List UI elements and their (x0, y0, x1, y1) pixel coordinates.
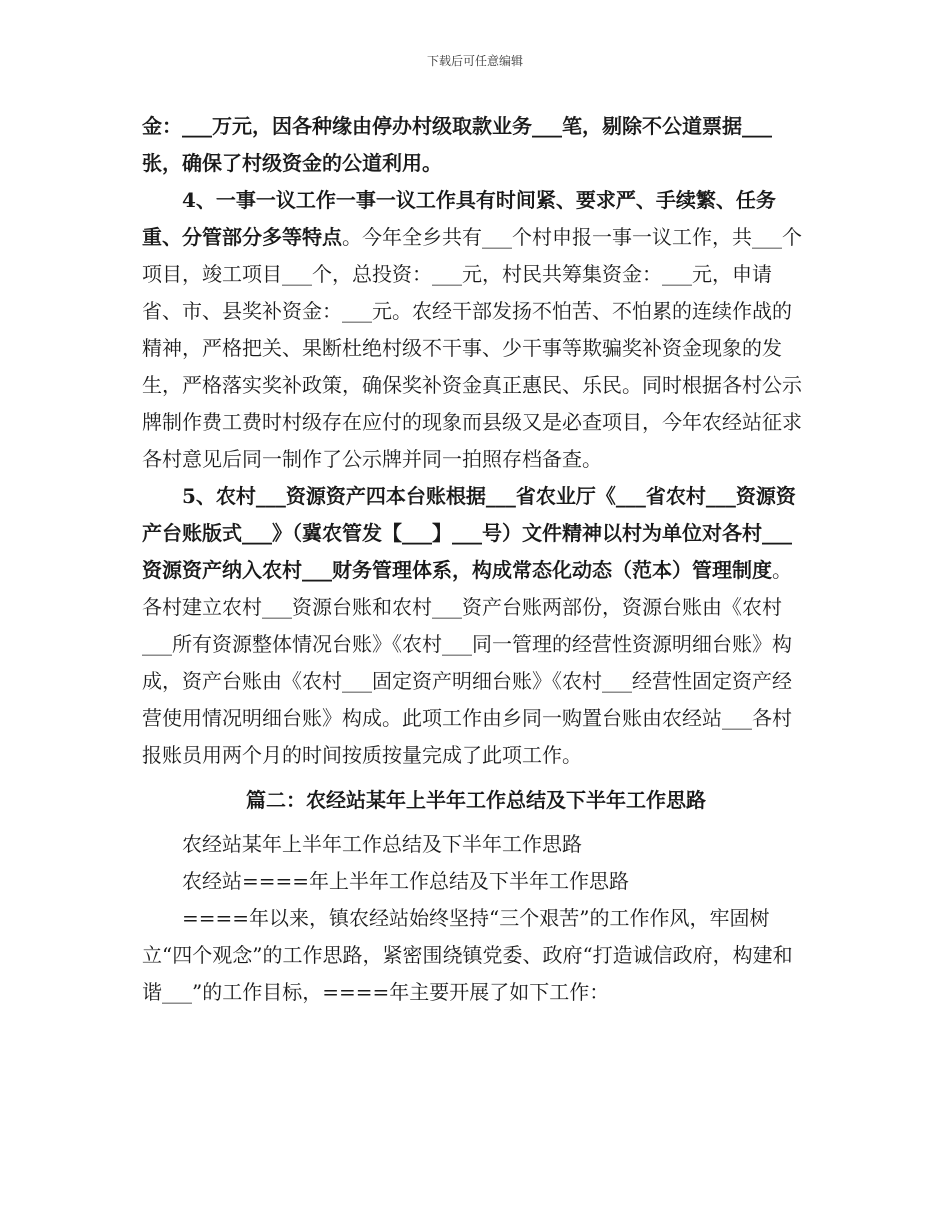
paragraph-one-matter-one-discussion (142, 182, 810, 478)
paragraph-subtitle-2: 农经站====年上半年工作总结及下半年工作思路 (182, 869, 630, 893)
page-header: 下载后可任意编辑 (426, 54, 523, 68)
section-heading: 篇二：农经站某年上半年工作总结及下半年工作思路 (246, 788, 706, 812)
paragraph-lead: 5、农村___资源资产四本台账根据___省农业厅《___省农村___资源资产台账版式___》（冀农管发【___】___号）文件精神以村为单位对各村___资源资产纳入农村___财务管理体系，构成常态化动态（范本）管理制度 (142, 484, 796, 582)
document-body (142, 108, 810, 1011)
paragraph-text: 。各村建立农村___资源台账和农村___资产台账两部份，资源台账由《农村___所有资源整体情况台账》《农村___同一管理的经营性资源明细台账》构成，资产台账由《农村___固定资产明细台账》《农村___经营性固定资产经营使用情况明细台账》构成。此项工作由乡同一购置台账由农经站___各村报账员用两个月的时间按质按量完成了此项工作。 (142, 558, 792, 767)
paragraph-intro: ====年以来，镇农经站始终坚持“三个艰苦”的工作作风，牢固树立“四个观念”的工作思路，紧密围绕镇党委、政府“打造诚信政府，构建和谐___”的工作目标，====年主要开展了如下工作： (142, 906, 793, 1004)
paragraph-subtitle: 农经站某年上半年工作总结及下半年工作思路 (182, 832, 582, 856)
paragraph-ledgers (142, 478, 810, 774)
paragraph-text: 。今年全乡共有___个村申报一事一议工作，共___个项目，竣工项目___个，总投资：___元，村民共筹集资金：___元，申请省、市、县奖补资金：___元。农经干部发扬不怕苦、不怕累的连续作战的精神，严格把关、果断杜绝村级不干事、少干事等欺骗奖补资金现象的发生，严格落实奖补政策，确保奖补资金真正惠民、乐民。同时根据各村公示牌制作费工费时村级存在应付的现象而县级又是必查项目，今年农经站征求各村意见后同一制作了公示牌并同一拍照存档备查。 (142, 225, 802, 471)
paragraph-lead: 4、一事一议工作一事一议工作具有时间紧、要求严、手续繁、任务重、分管部分多等特点 (142, 188, 776, 249)
paragraph-funds: 金：___万元，因各种缘由停办村级取款业务___笔，剔除不公道票据___张，确保了村级资金的公道利用。 (142, 114, 772, 175)
